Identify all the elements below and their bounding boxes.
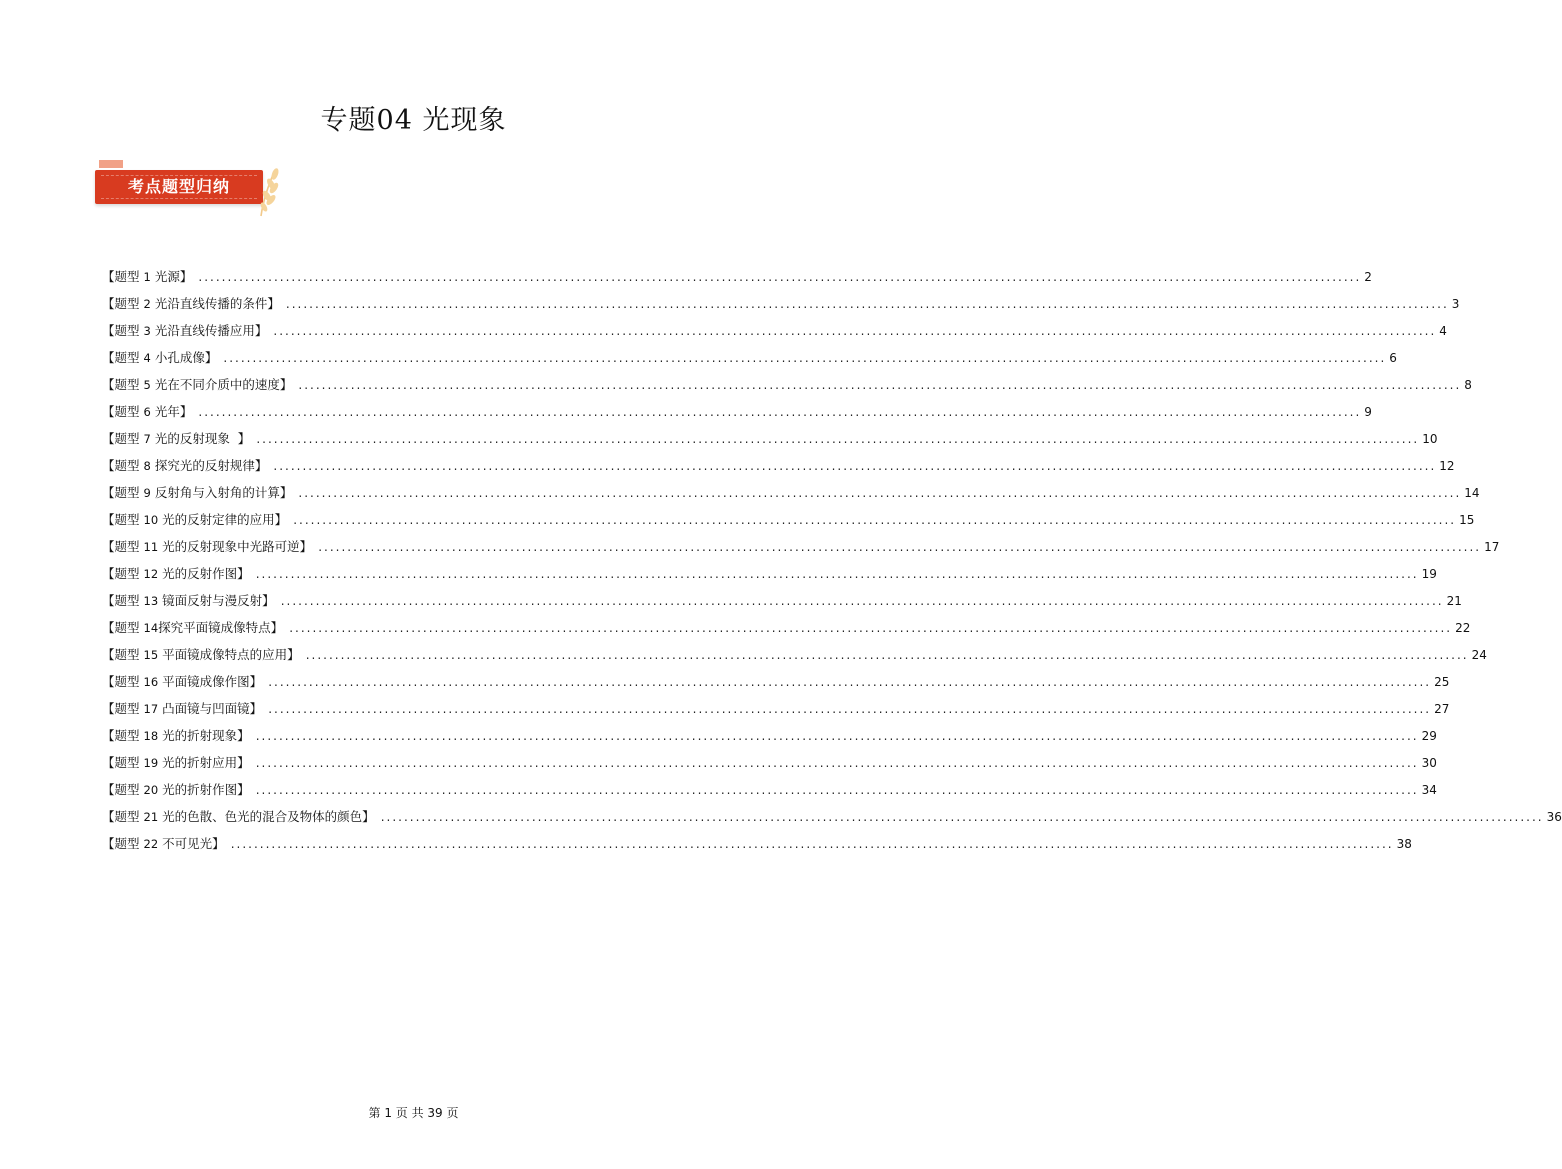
toc-number: 21 xyxy=(143,810,159,824)
toc-prefix: 【题型 xyxy=(102,647,140,662)
toc-page-number: 9 xyxy=(1364,405,1372,419)
toc-page-number: 6 xyxy=(1389,351,1397,365)
toc-page-number: 10 xyxy=(1422,432,1438,446)
toc-leader: ........................................................................................................................................................................................................ xyxy=(273,459,1437,473)
toc-number: 13 xyxy=(143,594,159,608)
toc-page-number: 34 xyxy=(1421,783,1437,797)
toc-leader: ........................................................................................................................................................................................................ xyxy=(293,513,1457,527)
toc-title: 光在不同介质中的速度 xyxy=(154,377,280,392)
toc-entry[interactable] xyxy=(102,555,1437,582)
toc-suffix: 】 xyxy=(237,782,250,797)
toc-leader: ........................................................................................................................................................................................................ xyxy=(268,675,1432,689)
toc-leader: ........................................................................................................................................................................................................ xyxy=(198,405,1362,419)
toc-leader: ........................................................................................................................................................................................................ xyxy=(318,540,1482,554)
toc-title: 反射角与入射角的计算 xyxy=(154,485,280,500)
toc-entry[interactable] xyxy=(102,393,1372,420)
badge-label: 考点题型归纳 xyxy=(127,177,230,196)
toc-page-number: 14 xyxy=(1464,486,1480,500)
toc-entry[interactable] xyxy=(102,663,1450,690)
toc-suffix: 】 xyxy=(299,539,313,554)
toc-suffix: 】 xyxy=(179,404,193,419)
toc-number: 19 xyxy=(143,756,159,770)
toc-title: 探究光的反射规律 xyxy=(154,458,255,473)
toc-suffix: 】 xyxy=(249,701,263,716)
toc-number: 20 xyxy=(143,783,159,797)
toc-title: 光沿直线传播应用 xyxy=(154,323,255,338)
toc-suffix: 】 xyxy=(267,296,280,311)
toc-prefix: 【题型 xyxy=(102,755,140,770)
toc-prefix: 【题型 xyxy=(102,674,140,689)
toc-page-number: 2 xyxy=(1364,270,1372,284)
toc-suffix: 】 xyxy=(254,458,268,473)
toc-entry[interactable] xyxy=(102,312,1447,339)
toc-prefix: 【题型 xyxy=(102,269,140,284)
toc-leader: ........................................................................................................................................................................................................ xyxy=(256,432,1420,446)
toc-leader: ........................................................................................................................................................................................................ xyxy=(230,837,1394,851)
toc-suffix: 】 xyxy=(237,728,250,743)
toc-number: 7 xyxy=(143,432,151,446)
toc-number: 8 xyxy=(143,459,151,473)
toc-title: 镜面反射与漫反射 xyxy=(162,593,263,608)
toc-title: 探究平面镜成像特点 xyxy=(158,620,271,635)
toc-number: 14 xyxy=(143,621,159,635)
toc-prefix: 【题型 xyxy=(102,296,140,311)
toc-suffix: 】 xyxy=(204,350,218,365)
toc-title: 凸面镜与凹面镜 xyxy=(162,701,250,716)
toc-title: 光的折射现象 xyxy=(162,728,238,743)
toc-entry[interactable] xyxy=(102,582,1462,609)
toc-leader: ........................................................................................................................................................................................................ xyxy=(255,567,1419,581)
toc-page-number: 25 xyxy=(1434,675,1450,689)
toc-entry[interactable] xyxy=(102,690,1450,717)
toc-number: 1 xyxy=(143,270,151,284)
toc-title: 平面镜成像特点的应用 xyxy=(162,647,288,662)
toc-prefix: 【题型 xyxy=(102,377,140,392)
document-title: 专题04 光现象 xyxy=(320,105,507,136)
toc-leader: ........................................................................................................................................................................................................ xyxy=(305,648,1469,662)
toc-number: 22 xyxy=(143,837,159,851)
toc-page-number: 30 xyxy=(1421,756,1437,770)
toc-page-number: 17 xyxy=(1484,540,1500,554)
toc-leader: ........................................................................................................................................................................................................ xyxy=(223,351,1387,365)
toc-entry[interactable] xyxy=(102,798,1562,825)
toc-prefix: 【题型 xyxy=(102,809,140,824)
toc-title: 光的反射定律的应用 xyxy=(162,512,275,527)
toc-number: 2 xyxy=(143,297,151,311)
toc-entry[interactable] xyxy=(102,447,1455,474)
toc-prefix: 【题型 xyxy=(102,593,140,608)
toc-page-number: 19 xyxy=(1421,567,1437,581)
toc-number: 3 xyxy=(143,324,151,338)
section-badge xyxy=(95,160,285,218)
toc-title: 光的折射作图 xyxy=(162,782,238,797)
toc-number: 16 xyxy=(143,675,159,689)
toc-suffix: 】 xyxy=(262,593,275,608)
toc-leader: ........................................................................................................................................................................................................ xyxy=(289,621,1453,635)
toc-page-number: 8 xyxy=(1464,378,1472,392)
toc-title: 小孔成像 xyxy=(154,350,205,365)
toc-number: 15 xyxy=(143,648,159,662)
toc-page-number: 4 xyxy=(1439,324,1447,338)
toc-leader: ........................................................................................................................................................................................................ xyxy=(273,324,1437,338)
toc-suffix: 】 xyxy=(212,836,225,851)
toc-page-number: 21 xyxy=(1446,594,1462,608)
table-of-contents xyxy=(102,258,1562,852)
toc-number: 6 xyxy=(143,405,151,419)
toc-entry[interactable] xyxy=(102,258,1372,285)
toc-number: 4 xyxy=(143,351,151,365)
toc-suffix: 】 xyxy=(254,323,268,338)
toc-entry[interactable] xyxy=(102,825,1412,852)
toc-prefix: 【题型 xyxy=(102,350,140,365)
toc-title: 光沿直线传播的条件 xyxy=(154,296,268,311)
toc-number: 5 xyxy=(143,378,151,392)
toc-leader: ........................................................................................................................................................................................................ xyxy=(298,378,1462,392)
toc-number: 17 xyxy=(143,702,159,716)
toc-suffix: 】 xyxy=(237,755,250,770)
toc-title: 不可见光 xyxy=(162,836,213,851)
toc-title: 光的折射应用 xyxy=(162,755,238,770)
toc-prefix: 【题型 xyxy=(102,512,140,527)
toc-leader: ........................................................................................................................................................................................................ xyxy=(280,594,1444,608)
toc-suffix: 】 xyxy=(287,647,300,662)
toc-entry[interactable] xyxy=(102,744,1437,771)
toc-suffix: 】 xyxy=(179,269,193,284)
toc-leader: ........................................................................................................................................................................................................ xyxy=(268,702,1432,716)
toc-suffix: 】 xyxy=(270,620,284,635)
toc-page-number: 12 xyxy=(1439,459,1455,473)
toc-suffix: 】 xyxy=(279,485,293,500)
toc-title: 平面镜成像作图 xyxy=(162,674,250,689)
toc-entry[interactable] xyxy=(102,771,1437,798)
toc-leader: ........................................................................................................................................................................................................ xyxy=(255,729,1419,743)
toc-leader: ........................................................................................................................................................................................................ xyxy=(298,486,1462,500)
toc-prefix: 【题型 xyxy=(102,458,140,473)
toc-number: 18 xyxy=(143,729,159,743)
toc-title: 光的色散、色光的混合及物体的颜色 xyxy=(162,809,363,824)
toc-prefix: 【题型 xyxy=(102,431,140,446)
toc-suffix: 】 xyxy=(249,674,263,689)
toc-entry[interactable] xyxy=(102,420,1438,447)
toc-title: 光年 xyxy=(154,404,180,419)
toc-page-number: 22 xyxy=(1455,621,1471,635)
toc-entry[interactable] xyxy=(102,528,1500,555)
badge-tab-decoration xyxy=(99,160,123,168)
toc-suffix: 】 xyxy=(274,512,288,527)
toc-number: 10 xyxy=(143,513,159,527)
toc-leader: ........................................................................................................................................................................................................ xyxy=(285,297,1449,311)
toc-suffix: 】 xyxy=(279,377,293,392)
toc-title: 光的反射现象 xyxy=(154,431,238,446)
toc-page-number: 3 xyxy=(1451,297,1460,311)
toc-title: 光的反射现象中光路可逆 xyxy=(162,539,300,554)
toc-page-number: 36 xyxy=(1546,810,1562,824)
toc-page-number: 29 xyxy=(1421,729,1437,743)
toc-title: 光源 xyxy=(154,269,180,284)
toc-entry[interactable] xyxy=(102,285,1460,312)
toc-suffix: 】 xyxy=(237,566,250,581)
toc-leader: ........................................................................................................................................................................................................ xyxy=(255,756,1419,770)
toc-title: 光的反射作图 xyxy=(162,566,238,581)
toc-page-number: 38 xyxy=(1396,837,1412,851)
toc-entry[interactable] xyxy=(102,474,1480,501)
toc-prefix: 【题型 xyxy=(102,701,140,716)
toc-suffix: 】 xyxy=(362,809,375,824)
toc-entry[interactable] xyxy=(102,717,1437,744)
toc-prefix: 【题型 xyxy=(102,728,140,743)
toc-entry[interactable] xyxy=(102,366,1472,393)
toc-number: 11 xyxy=(143,540,159,554)
toc-prefix: 【题型 xyxy=(102,485,140,500)
toc-entry[interactable] xyxy=(102,609,1471,636)
toc-entry[interactable] xyxy=(102,501,1475,528)
wheat-leaf-icon xyxy=(255,162,281,218)
toc-prefix: 【题型 xyxy=(102,323,140,338)
toc-page-number: 27 xyxy=(1434,702,1450,716)
toc-leader: ........................................................................................................................................................................................................ xyxy=(380,810,1544,824)
toc-entry[interactable] xyxy=(102,339,1397,366)
toc-prefix: 【题型 xyxy=(102,620,140,635)
toc-prefix: 【题型 xyxy=(102,782,140,797)
page-footer: 第 1 页 共 39 页 xyxy=(368,1106,459,1120)
toc-leader: ........................................................................................................................................................................................................ xyxy=(255,783,1419,797)
toc-entry[interactable] xyxy=(102,636,1487,663)
toc-prefix: 【题型 xyxy=(102,566,140,581)
toc-prefix: 【题型 xyxy=(102,539,140,554)
toc-prefix: 【题型 xyxy=(102,836,140,851)
toc-page-number: 24 xyxy=(1471,648,1487,662)
toc-prefix: 【题型 xyxy=(102,404,140,419)
toc-number: 12 xyxy=(143,567,159,581)
toc-leader: ........................................................................................................................................................................................................ xyxy=(198,270,1362,284)
toc-number: 9 xyxy=(143,486,151,500)
toc-suffix: 】 xyxy=(237,431,251,446)
toc-page-number: 15 xyxy=(1459,513,1475,527)
